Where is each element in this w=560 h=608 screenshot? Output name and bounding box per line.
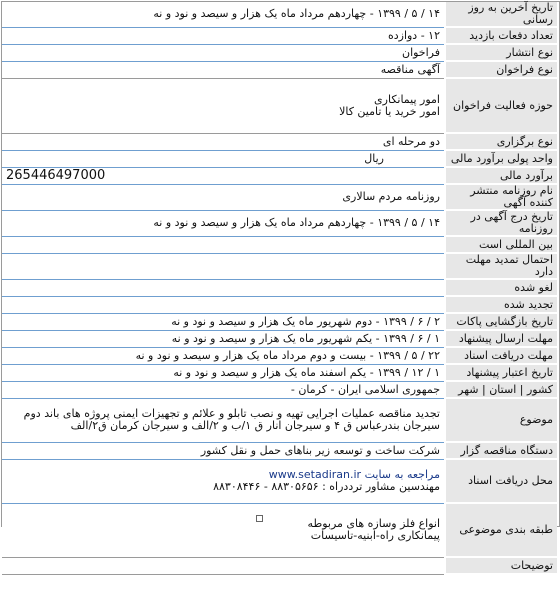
row-last-update [2, 2, 557, 27]
label-currency: واحد پولی برآورد مالی [445, 150, 557, 167]
value-opening-date: ۲ / ۶ / ۱۳۹۹ - دوم شهریور ماه یک هزار و سیصد و نود و نه [2, 313, 445, 330]
classification-line-2: پیمانکاری راه-ابنیه-تاسیسات [310, 529, 440, 542]
estimate-amount: 265446497000 [6, 167, 106, 183]
row-newspaper [2, 184, 557, 210]
label-visit-count: تعداد دفعات بازدید [445, 27, 557, 44]
value-document-deadline: ۲۲ / ۵ / ۱۳۹۹ - بیست و دوم مرداد ماه یک هزار و سیصد و نود و نه [2, 347, 445, 364]
value-activity-area [2, 78, 445, 133]
row-newspaper-date [2, 210, 557, 236]
activity-area-line-1: امور پیمانکاری [374, 92, 440, 106]
label-renewed: تجدید شده [445, 296, 557, 313]
value-document-location [2, 459, 445, 503]
activity-area-line-2: امور خرید یا تامین کالا [339, 104, 440, 118]
row-document-location [2, 459, 557, 503]
value-call-type: آگهی مناقصه [2, 61, 445, 78]
row-holding-type [2, 133, 557, 150]
label-activity-area: حوزه فعالیت فراخوان [445, 78, 557, 133]
label-estimate: برآورد مالی [445, 167, 557, 184]
classification-line-1: انواع فلز وسازه های مربوطه [307, 517, 440, 530]
value-publish-type: فراخوان [2, 44, 445, 61]
row-validity-date [2, 364, 557, 381]
document-location-line-1[interactable]: مراجعه به سایت www.setadiran.ir [268, 468, 440, 481]
row-opening-date [2, 313, 557, 330]
row-currency [2, 150, 557, 167]
value-validity-date: ۱ / ۱۲ / ۱۳۹۹ - یکم اسفند ماه یک هزار و سیصد و نود و نه [2, 364, 445, 381]
row-document-deadline [2, 347, 557, 364]
label-document-location: محل دریافت اسناد [445, 459, 557, 503]
label-newspaper: نام روزنامه منتشر کننده آگهی [445, 184, 557, 210]
label-cancelled: لغو شده [445, 279, 557, 296]
row-international [2, 236, 557, 253]
value-estimate [2, 167, 445, 184]
row-activity-area [2, 78, 557, 133]
value-newspaper-date: ۱۴ / ۵ / ۱۳۹۹ - چهاردهم مرداد ماه یک هزار و سیصد و نود و نه [2, 210, 445, 236]
label-call-type: نوع فراخوان [445, 61, 557, 78]
label-validity-date: تاریخ اعتبار پیشنهاد [445, 364, 557, 381]
value-holding-type: دو مرحله ای [2, 133, 445, 150]
label-opening-date: تاریخ بازگشایی پاکات [445, 313, 557, 330]
value-subject: تجدید مناقصه عملیات اجرایی تهیه و نصب تابلو و علائم و تجهیزات ایمنی پروژه های باند دوم سیرجان بندرعباس ق ۴ و سیرجان انار ق ۱/ب و ۲/الف و سیرجان کرمان ق۲/الف [2, 398, 445, 442]
row-estimate [2, 167, 557, 184]
label-publish-type: نوع انتشار [445, 44, 557, 61]
value-organizer: شرکت ساخت و توسعه زیر بناهای حمل و نقل کشور [2, 442, 445, 459]
value-submission-deadline: ۱ / ۶ / ۱۳۹۹ - یکم شهریور ماه یک هزار و سیصد و نود و نه [2, 330, 445, 347]
label-holding-type: نوع برگزاری [445, 133, 557, 150]
row-publish-type [2, 44, 557, 61]
broken-image-marker [256, 515, 263, 522]
row-cancelled [2, 279, 557, 296]
label-subject: موضوع [445, 398, 557, 442]
label-extension: احتمال تمدید مهلت دارد [445, 253, 557, 279]
row-subject [2, 398, 557, 442]
tender-details-table [2, 2, 557, 575]
row-classification [2, 503, 557, 557]
row-extension [2, 253, 557, 279]
label-classification: طبقه بندی موضوعی [445, 503, 557, 557]
value-description [2, 557, 445, 574]
label-document-deadline: مهلت دریافت اسناد [445, 347, 557, 364]
label-last-update: تاریخ آخرین به روز رسانی [445, 2, 557, 27]
row-submission-deadline [2, 330, 557, 347]
value-newspaper: روزنامه مردم سالاری [2, 184, 445, 210]
row-renewed [2, 296, 557, 313]
value-renewed [2, 296, 445, 313]
label-organizer: دستگاه مناقصه گزار [445, 442, 557, 459]
value-location: جمهوری اسلامی ایران - کرمان - [2, 381, 445, 398]
row-call-type [2, 61, 557, 78]
label-location: کشور | استان | شهر [445, 381, 557, 398]
row-organizer [2, 442, 557, 459]
value-visit-count: ۱۲ - دوازده [2, 27, 445, 44]
document-location-line-2: مهندسین مشاور ترددراه : ۸۸۳۰۵۶۵۶ - ۸۸۳۰۸۴۴۶ [213, 480, 440, 493]
label-description: توضیحات [445, 557, 557, 574]
label-newspaper-date: تاریخ درج آگهی در روزنامه [445, 210, 557, 236]
value-currency: ریال [2, 150, 445, 167]
label-international: بین المللی است [445, 236, 557, 253]
label-submission-deadline: مهلت ارسال پیشنهاد [445, 330, 557, 347]
row-location [2, 381, 557, 398]
row-visit-count [2, 27, 557, 44]
row-description [2, 557, 557, 574]
value-classification [2, 503, 445, 557]
value-cancelled [2, 279, 445, 296]
value-international [2, 236, 445, 253]
value-extension [2, 253, 445, 279]
value-last-update: ۱۴ / ۵ / ۱۳۹۹ - چهاردهم مرداد ماه یک هزار و سیصد و نود و نه [2, 2, 445, 27]
